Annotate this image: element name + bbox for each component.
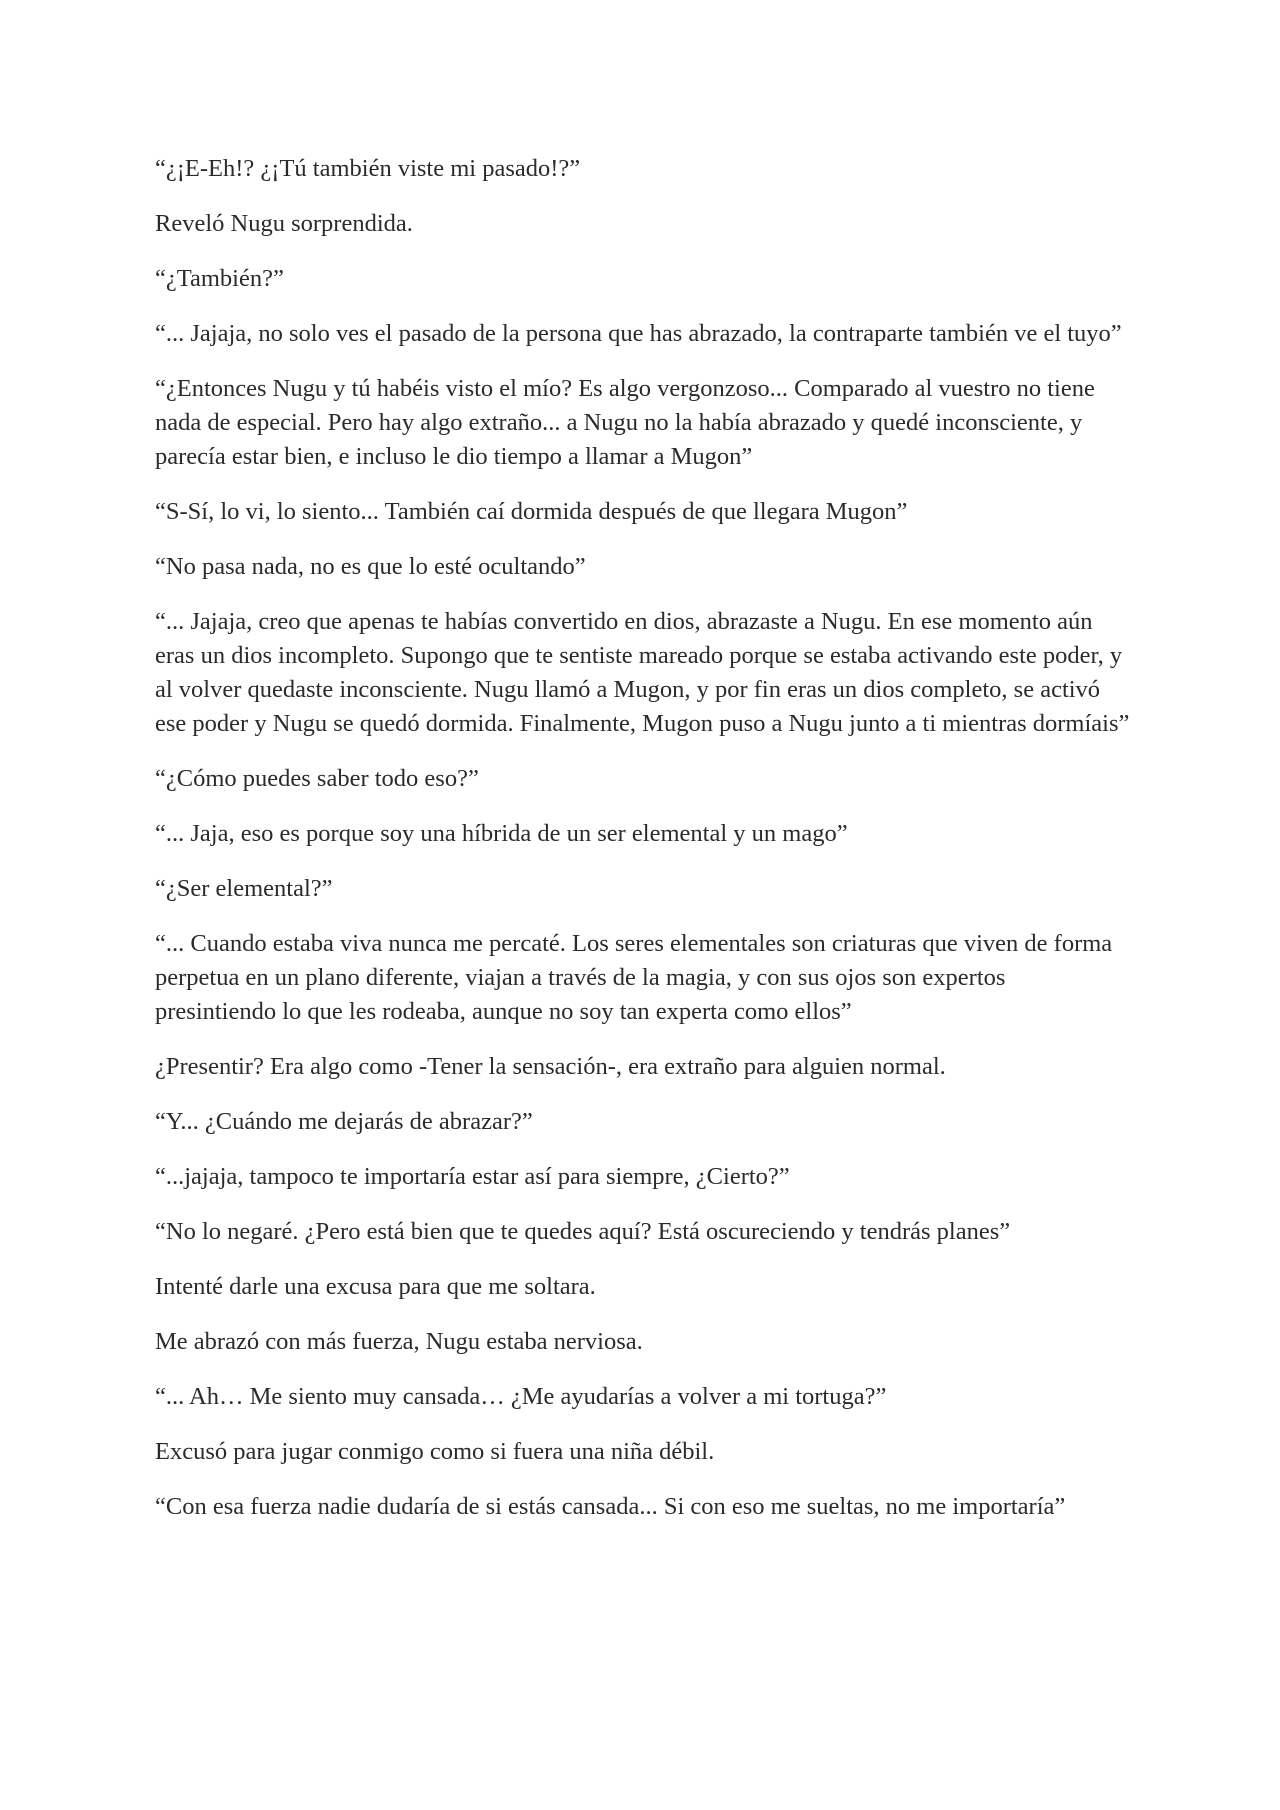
paragraph: Reveló Nugu sorprendida. bbox=[155, 210, 413, 237]
paragraph: “... Ah… Me siento muy cansada… ¿Me ayudarías a volver a mi tortuga?” bbox=[155, 1383, 887, 1410]
paragraph: “... Jajaja, no solo ves el pasado de la persona que has abrazado, la contraparte también ve el tuyo” bbox=[155, 320, 1122, 347]
paragraph: “... Jaja, eso es porque soy una híbrida de un ser elemental y un mago” bbox=[155, 820, 848, 847]
paragraph: “¿¡E-Eh!? ¿¡Tú también viste mi pasado!?” bbox=[155, 155, 581, 182]
paragraph: “¿Entonces Nugu y tú habéis visto el mío? Es algo vergonzoso... Comparado al vuestro no tiene nada de especial. Pero hay algo extraño... a Nugu no la había abrazado y quedé inconsciente, y parecía estar bien, e incluso le dio tiempo a llamar a Mugon” bbox=[155, 375, 1095, 470]
paragraph: “S-Sí, lo vi, lo siento... También caí dormida después de que llegara Mugon” bbox=[155, 498, 908, 525]
paragraph: “No pasa nada, no es que lo esté ocultando” bbox=[155, 553, 586, 580]
paragraph: “...jajaja, tampoco te importaría estar así para siempre, ¿Cierto?” bbox=[155, 1163, 790, 1190]
paragraph: “¿También?” bbox=[155, 265, 284, 292]
paragraph: ¿Presentir? Era algo como -Tener la sensación-, era extraño para alguien normal. bbox=[155, 1053, 946, 1080]
paragraph: “Con esa fuerza nadie dudaría de si estás cansada... Si con eso me sueltas, no me importaría” bbox=[155, 1493, 1066, 1520]
paragraph: “¿Cómo puedes saber todo eso?” bbox=[155, 765, 479, 792]
paragraph: Excusó para jugar conmigo como si fuera una niña débil. bbox=[155, 1438, 715, 1465]
paragraph: “... Jajaja, creo que apenas te habías convertido en dios, abrazaste a Nugu. En ese momento aún eras un dios incompleto. Supongo que te sentiste mareado porque se estaba activando este poder, y al volver quedaste inconsciente. Nugu llamó a Mugon, y por fin eras un dios completo, se activó ese poder y Nugu se quedó dormida. Finalmente, Mugon puso a Nugu junto a ti mientras dormíais” bbox=[155, 608, 1130, 737]
paragraph: “Y... ¿Cuándo me dejarás de abrazar?” bbox=[155, 1108, 533, 1135]
paragraph: “No lo negaré. ¿Pero está bien que te quedes aquí? Está oscureciendo y tendrás planes” bbox=[155, 1218, 1011, 1245]
paragraph: Me abrazó con más fuerza, Nugu estaba nerviosa. bbox=[155, 1328, 643, 1355]
paragraph: “¿Ser elemental?” bbox=[155, 875, 333, 902]
paragraph: Intenté darle una excusa para que me soltara. bbox=[155, 1273, 596, 1300]
paragraph: “... Cuando estaba viva nunca me percaté. Los seres elementales son criaturas que viven de forma perpetua en un plano diferente, viajan a través de la magia, y con sus ojos son expertos presintiendo lo que les rodeaba, aunque no soy tan experta como ellos” bbox=[155, 930, 1113, 1025]
document-body bbox=[155, 152, 1130, 1545]
